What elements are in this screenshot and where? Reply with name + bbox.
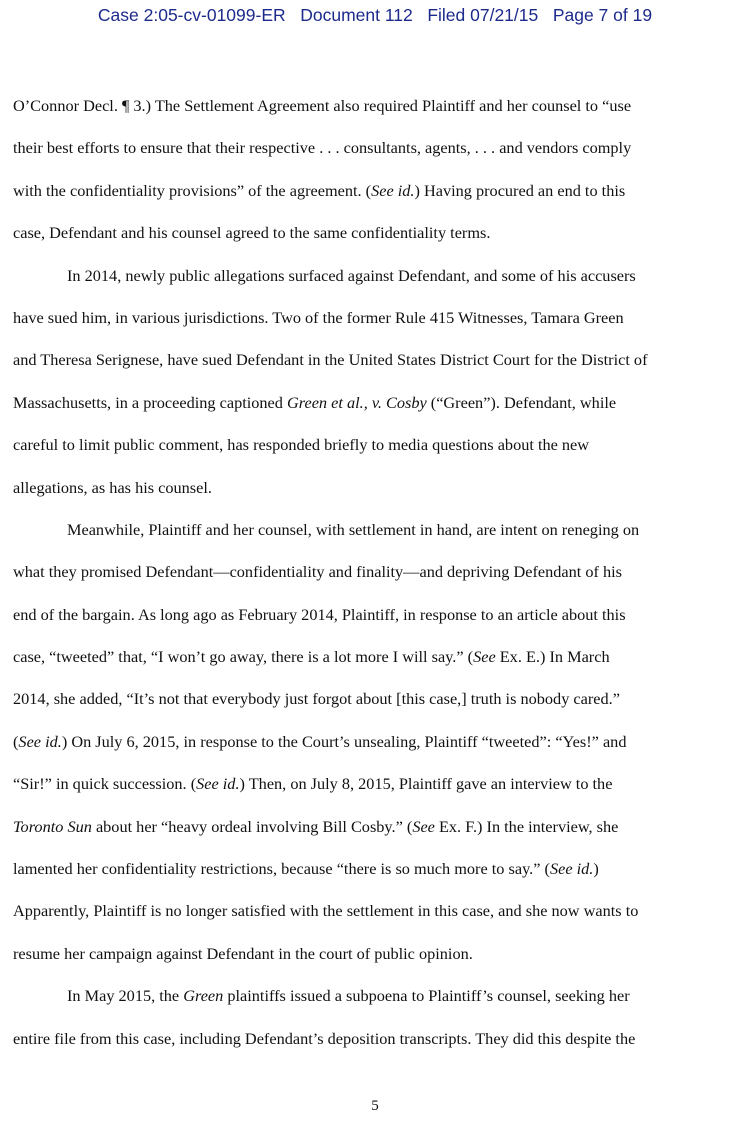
- page-number: 5: [371, 1098, 379, 1114]
- text-segment: entire file from this case, including Defendant’s deposition transcripts. They did this despite the: [13, 1028, 636, 1048]
- text-line: [13, 382, 725, 424]
- italic-text: See: [473, 647, 496, 667]
- text-segment: Massachusetts, in a proceeding captioned: [13, 392, 287, 412]
- text-line: [13, 636, 725, 678]
- italic-text: See id.: [549, 859, 594, 879]
- text-segment: plaintiffs issued a subpoena to Plaintiff’s counsel, seeking her: [223, 986, 630, 1006]
- text-segment: In 2014, newly public allegations surfaced against Defendant, and some of his accusers: [67, 265, 636, 285]
- italic-text: Toronto Sun: [13, 816, 92, 836]
- text-line: [13, 721, 725, 763]
- italic-text: See id.: [18, 731, 62, 751]
- text-line: [13, 890, 725, 932]
- italic-text: See: [412, 816, 435, 836]
- text-segment: have sued him, in various jurisdictions. Two of the former Rule 415 Witnesses, Tamara Green: [13, 307, 624, 327]
- paragraph-first-line: [13, 255, 725, 297]
- italic-text: See id.: [196, 774, 240, 794]
- paragraph-first-line: [13, 509, 725, 551]
- text-segment: (“Green”). Defendant, while: [426, 392, 617, 412]
- text-segment: allegations, as has his counsel.: [13, 477, 212, 497]
- text-line: [13, 467, 725, 509]
- text-segment: and Theresa Serignese, have sued Defendant in the United States District Court for the District of: [13, 350, 648, 370]
- text-line: [13, 763, 725, 805]
- italic-text: Green et al., v. Cosby: [286, 392, 427, 412]
- text-segment: case, “tweeted” that, “I won’t go away, there is a lot more I will say.” (: [13, 647, 474, 667]
- text-segment: (: [13, 731, 19, 751]
- text-segment: about her “heavy ordeal involving Bill Cosby.” (: [91, 816, 413, 836]
- text-segment: ) Then, on July 8, 2015, Plaintiff gave an interview to the: [239, 774, 613, 794]
- text-segment: what they promised Defendant—confidentiality and finality—and depriving Defendant of his: [13, 562, 623, 582]
- text-line: [13, 212, 725, 254]
- text-segment: lamented her confidentiality restrictions, because “there is so much more to say.” (: [13, 859, 550, 879]
- text-line: [13, 127, 725, 169]
- italic-text: See id.: [371, 180, 415, 200]
- text-segment: 2014, she added, “It’s not that everybody just forgot about [this case,] truth is nobody cared.”: [13, 689, 620, 709]
- text-segment: ) On July 6, 2015, in response to the Court’s unsealing, Plaintiff “tweeted”: “Yes!” and: [61, 731, 627, 751]
- text-line: [13, 297, 725, 339]
- text-line: [13, 85, 725, 127]
- document-body: [13, 85, 725, 1060]
- text-line: [13, 170, 725, 212]
- text-line: [13, 848, 725, 890]
- text-segment: their best efforts to ensure that their respective . . . consultants, agents, . . . and vendors comply: [13, 138, 632, 158]
- text-line: [13, 339, 725, 381]
- case-header: Case 2:05-cv-01099-ER Document 112 Filed 07/21/15 Page 7 of 19: [97, 5, 653, 25]
- italic-text: Green: [183, 986, 224, 1006]
- text-line: [13, 933, 725, 975]
- text-segment: case, Defendant and his counsel agreed to the same confidentiality terms.: [13, 223, 491, 243]
- text-segment: Meanwhile, Plaintiff and her counsel, with settlement in hand, are intent on reneging on: [67, 519, 640, 539]
- text-line: [13, 594, 725, 636]
- text-segment: In May 2015, the: [67, 986, 184, 1006]
- text-line: [13, 551, 725, 593]
- paragraph-first-line: [13, 975, 725, 1017]
- text-segment: “Sir!” in quick succession. (: [13, 774, 197, 794]
- text-segment: Ex. E.) In March: [495, 647, 610, 667]
- text-segment: with the confidentiality provisions” of the agreement. (: [13, 180, 372, 200]
- text-segment: Apparently, Plaintiff is no longer satisfied with the settlement in this case, and she now wants to: [13, 901, 639, 921]
- text-segment: end of the bargain. As long ago as February 2014, Plaintiff, in response to an article about this: [13, 604, 626, 624]
- text-line: [13, 424, 725, 466]
- text-segment: careful to limit public comment, has responded briefly to media questions about the new: [13, 435, 590, 455]
- text-segment: resume her campaign against Defendant in the court of public opinion.: [13, 943, 473, 963]
- text-line: [13, 1018, 725, 1060]
- text-segment: ) Having procured an end to this: [414, 180, 626, 200]
- text-segment: Ex. F.) In the interview, she: [434, 816, 619, 836]
- text-segment: ): [593, 859, 599, 879]
- text-line: [13, 678, 725, 720]
- text-line: [13, 806, 725, 848]
- text-segment: O’Connor Decl. ¶ 3.) The Settlement Agreement also required Plaintiff and her counsel to “use: [13, 96, 632, 115]
